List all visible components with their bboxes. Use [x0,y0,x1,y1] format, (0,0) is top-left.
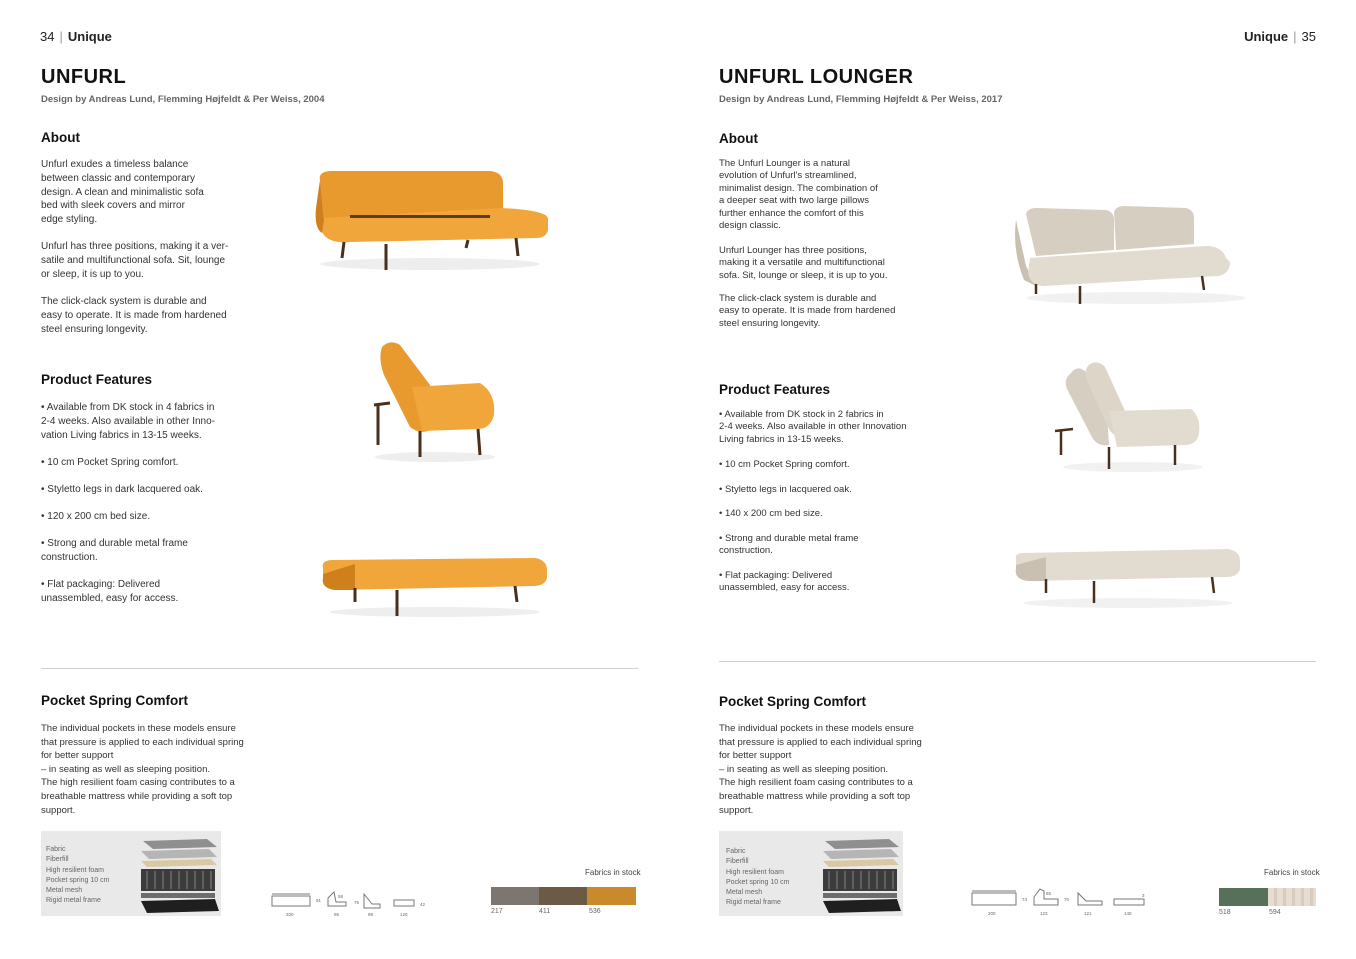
dimension-drawings [968,885,1148,919]
section-divider [719,661,1316,662]
fabric-code: 411 [539,908,551,915]
fabric-swatches [491,887,636,905]
feature-item: • 10 cm Pocket Spring comfort. [41,457,179,468]
dim-label: 76 [354,900,360,905]
dim-label: 3 [1142,893,1145,898]
feature-item: • Flat packaging: Delivered unassembled, easy for access. [41,579,179,604]
dim-label: 140 [1124,911,1132,916]
dim-label: 70 [1064,897,1070,902]
lounger-photo-sitting [1006,200,1256,310]
page-header: Unique | 35 [1244,29,1316,44]
page-number: 35 [1301,29,1316,44]
mattress-cutaway-graphic [137,835,219,915]
fabric-swatch [1219,888,1268,906]
section-name: Unique [1244,29,1289,44]
fabrics-label: Fabrics in stock [1264,868,1320,877]
feature-item: • Available from DK stock in 4 fabrics in 2-4 weeks. Also available in other Inno- vation Living fabrics in 13-15 weeks. [41,402,215,441]
dim-label: 200 [988,911,996,916]
feature-item: • Strong and durable metal frame construction. [41,538,188,563]
designer-credit: Design by Andreas Lund, Flemming Højfeldt & Per Weiss, 2017 [719,94,1003,105]
fabric-code: 594 [1269,909,1281,916]
layers-legend: Fabric Fiberfill High resilient foam Pocket spring 10 cm Metal mesh Rigid metal frame [46,846,110,905]
lounger-photo-bed [1008,545,1248,610]
sofa-photo-bed [315,550,555,620]
page-header: 34 | Unique [40,29,112,44]
dim-label: 123 [1040,911,1048,916]
comfort-text: The individual pockets in these models ensure that pressure is applied to each individual spring for better support – in seating as well as sleeping position. The high resilient foam casing contributes to a breathable mattress while providing a soft top support. [719,723,922,816]
layers-legend: Fabric Fiberfill High resilient foam Pocket spring 10 cm Metal mesh Rigid metal frame [726,848,790,907]
sofa-photo-sitting [300,158,560,278]
about-heading: About [719,131,758,146]
features-heading: Product Features [41,372,153,387]
mattress-layers-image [41,831,221,916]
fabric-swatch [539,887,587,905]
feature-item: • Flat packaging: Delivered unassembled, easy for access. [719,570,850,594]
page-number: 34 [40,29,55,44]
section-name: Unique [67,29,112,44]
section-divider [41,668,638,669]
about-paragraph-3: The click-clack system is durable and easy to operate. It is made from hardened steel ensuring longevity. [41,296,227,335]
product-title: UNFURL [41,66,127,88]
mattress-cutaway-graphic [819,835,901,915]
dim-label: 65 [1046,891,1052,896]
fabric-swatch [1268,888,1316,906]
about-heading: About [41,130,80,145]
lounger-photo-lounge [1043,355,1213,475]
fabric-code: 518 [1219,909,1231,916]
dim-label: 91 [316,898,322,903]
fabric-code: 217 [491,908,503,915]
features-heading: Product Features [719,382,831,397]
sofa-photo-lounge [360,335,510,465]
comfort-text: The individual pockets in these models ensure that pressure is applied to each individual spring for better support – in seating as well as sleeping position. The high resilient foam casing contributes to a breathable mattress while providing a soft top support. [41,723,244,816]
fabric-swatch [587,887,636,905]
feature-item: • Styletto legs in lacquered oak. [719,484,852,495]
feature-item: • Strong and durable metal frame construction. [719,533,859,557]
feature-item: • 10 cm Pocket Spring comfort. [719,459,850,470]
fabrics-label: Fabrics in stock [585,868,641,877]
fabric-swatches [1219,888,1316,906]
fabric-code: 536 [589,908,601,915]
feature-item: • Available from DK stock in 2 fabrics in 2-4 weeks. Also available in other Innovation Living fabrics in 13-15 weeks. [719,409,907,445]
feature-item: • 120 x 200 cm bed size. [41,511,151,522]
fabric-swatch [491,887,539,905]
right-page [678,0,1356,959]
dim-label: 74 [1022,897,1028,902]
about-paragraph-2: Unfurl Lounger has three positions, making it a versatile and multifunctional sofa. Sit, lounge or sleep, it is up to you. [719,245,888,281]
feature-item: • Styletto legs in dark lacquered oak. [41,484,203,495]
dim-label: 98 [368,912,374,917]
dim-label: 95 [334,912,340,917]
about-paragraph-2: Unfurl has three positions, making it a ver- satile and multifunctional sofa. Sit, lounge or sleep, it is up to you. [41,241,229,280]
mattress-layers-image [719,831,903,916]
dim-label: 59 [338,894,344,899]
comfort-heading: Pocket Spring Comfort [41,693,189,708]
dim-label: 121 [1084,911,1092,916]
about-paragraph-1: Unfurl exudes a timeless balance between classic and contemporary design. A clean and minimalistic sofa bed with sleek covers and mirror edge styling. [41,159,204,226]
dim-label: 120 [400,912,408,917]
about-paragraph-1: The Unfurl Lounger is a natural evolution of Unfurl's streamlined, minimalist design. The combination of a deeper seat with two large pillows further enhance the comfort of this design classic. [719,158,878,232]
designer-credit: Design by Andreas Lund, Flemming Højfeldt & Per Weiss, 2004 [41,94,325,105]
dim-label: 42 [420,902,426,907]
about-paragraph-3: The click-clack system is durable and easy to operate. It is made from hardened steel ensuring longevity. [719,293,896,329]
dimension-drawings [268,888,438,920]
product-title: UNFURL LOUNGER [719,66,914,88]
dim-label: 200 [286,912,294,917]
comfort-heading: Pocket Spring Comfort [719,694,867,709]
feature-item: • 140 x 200 cm bed size. [719,508,823,519]
